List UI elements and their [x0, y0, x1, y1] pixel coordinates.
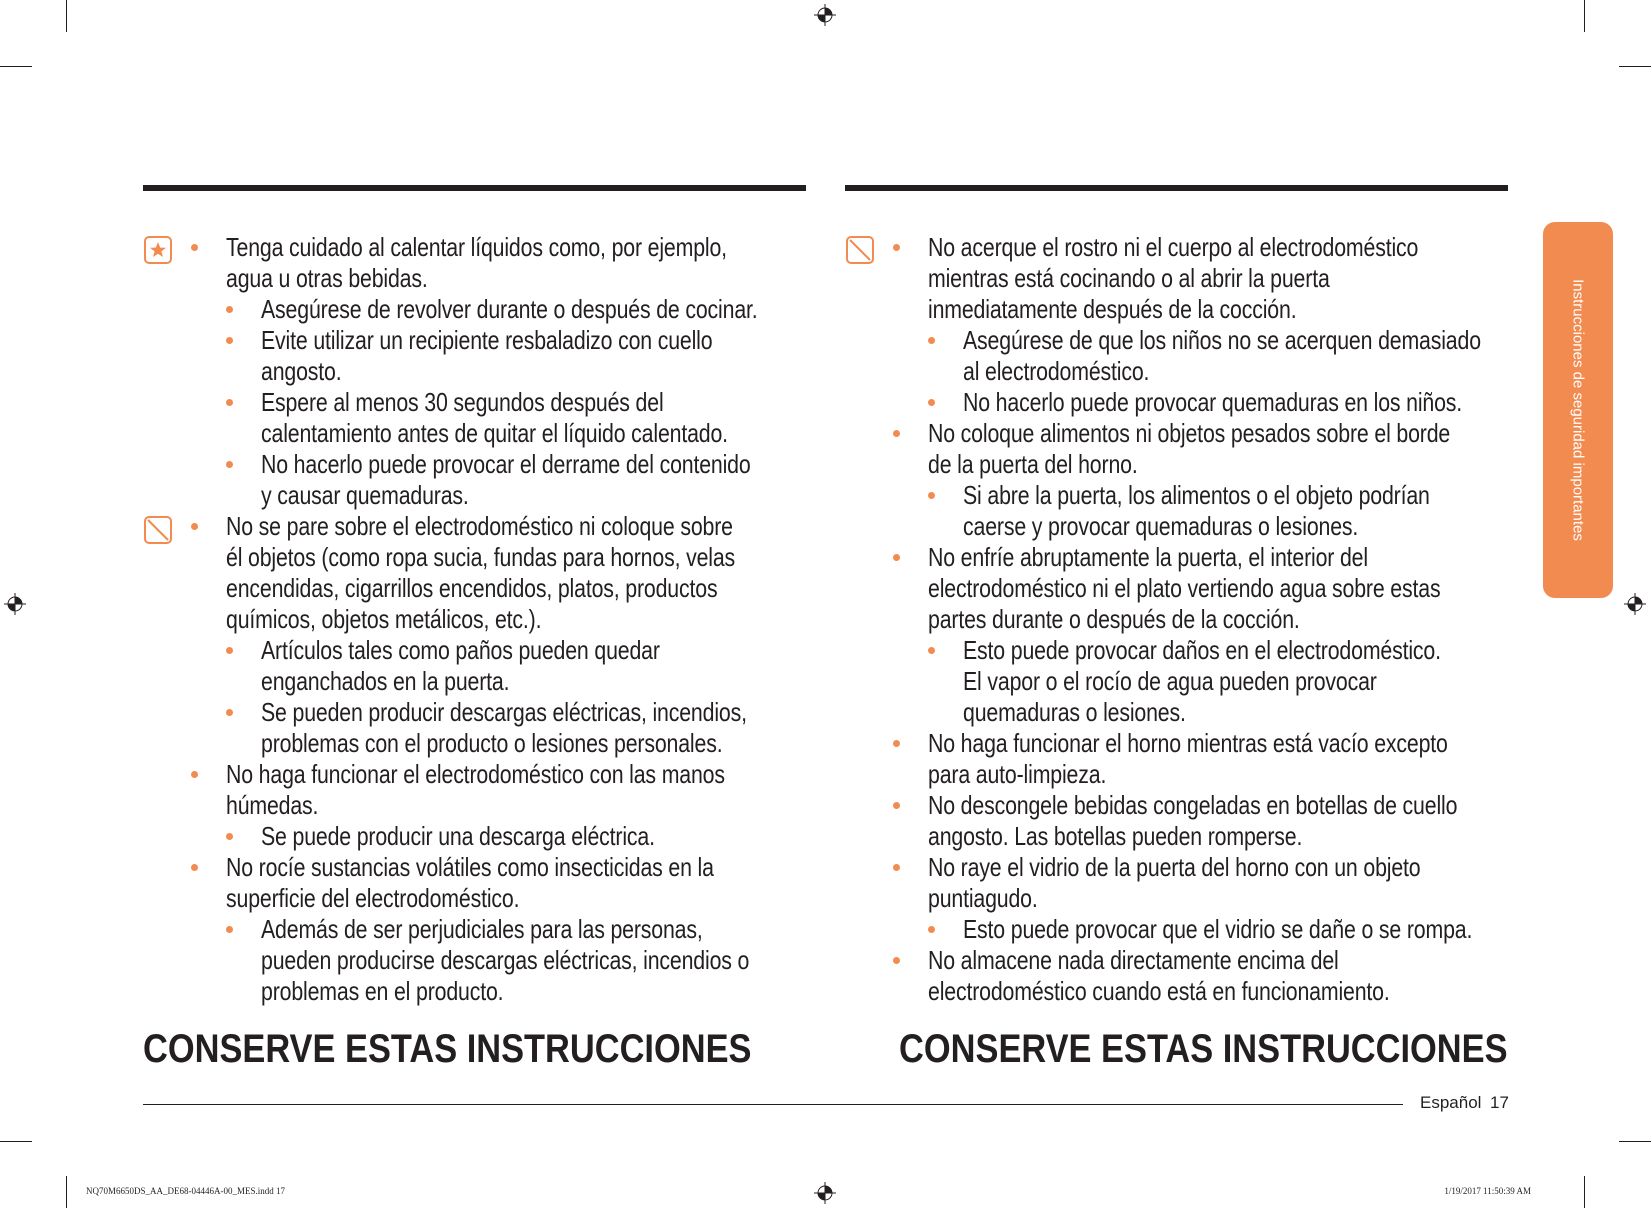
line-text: No enfríe abruptamente la puerta, el interior del	[928, 542, 1368, 572]
item-text-line	[928, 542, 1465, 573]
crop-mark	[1619, 66, 1651, 67]
item-text-line	[226, 604, 611, 635]
sub-item-text-line	[261, 697, 854, 728]
crop-mark	[1584, 0, 1585, 32]
left-column	[143, 232, 806, 1012]
item-text-line	[928, 945, 1429, 976]
line-text: Esto puede provocar daños en el electrodoméstico.	[963, 635, 1441, 665]
line-text: Se puede producir una descarga eléctrica.	[261, 821, 655, 851]
line-text: puntiagudo.	[928, 883, 1038, 913]
item-text-line	[928, 294, 1377, 325]
line-text: inmediatamente después de la cocción.	[928, 294, 1297, 324]
registration-mark-icon	[4, 593, 26, 615]
sub-item-text-line	[963, 480, 1532, 511]
sub-bullet-icon	[928, 926, 935, 933]
line-text: partes durante o después de la cocción.	[928, 604, 1300, 634]
line-text: Evite utilizar un recipiente resbaladizo con cuello	[261, 325, 713, 355]
save-instructions-heading: CONSERVE ESTAS INSTRUCCIONES	[899, 1027, 1508, 1071]
item-text-line	[226, 883, 584, 914]
bullet-icon	[191, 523, 198, 530]
line-text: electrodoméstico ni el plato vertiendo agua sobre estas	[928, 573, 1441, 603]
line-text: Además de ser perjudiciales para las personas,	[261, 914, 703, 944]
item-text-line	[928, 449, 1184, 480]
line-text: No hacerlo puede provocar quemaduras en los niños.	[963, 387, 1463, 417]
bullet-icon	[893, 802, 900, 809]
save-instructions-heading: CONSERVE ESTAS INSTRUCCIONES	[143, 1027, 752, 1071]
sub-bullet-icon	[226, 647, 233, 654]
section-side-tab-label: Instrucciones de seguridad importantes	[1569, 279, 1587, 541]
crop-mark	[66, 1176, 67, 1208]
line-text: Esto puede provocar que el vidrio se dañe o se rompa.	[963, 914, 1473, 944]
bullet-icon	[893, 864, 900, 871]
registration-mark-icon	[814, 1182, 836, 1204]
bullet-icon	[191, 864, 198, 871]
item-text-line	[226, 573, 825, 604]
sub-item-text-line	[261, 635, 747, 666]
item-text-line	[226, 759, 834, 790]
line-text: No raye el vidrio de la puerta del horno con un objeto	[928, 852, 1421, 882]
registration-mark-icon	[1624, 593, 1646, 615]
footer-rule	[143, 1104, 1403, 1105]
line-text: para auto-limpieza.	[928, 759, 1107, 789]
line-text: y causar quemaduras.	[261, 480, 469, 510]
sub-item-text-line	[261, 821, 741, 852]
line-text: No descongele bebidas congeladas en botellas de cuello	[928, 790, 1458, 820]
sub-bullet-icon	[928, 399, 935, 406]
right-column	[845, 232, 1508, 1012]
footer-language: Español	[1420, 1093, 1482, 1112]
item-text-line	[226, 852, 821, 883]
line-text: Se pueden producir descargas eléctricas, incendios,	[261, 697, 747, 727]
sub-item-text-line	[963, 666, 1468, 697]
sub-item-text-line	[963, 325, 1595, 356]
item-text-line	[928, 232, 1526, 263]
item-text-line	[226, 263, 472, 294]
item-text-line	[928, 573, 1553, 604]
sub-item-text-line	[963, 697, 1235, 728]
sub-item-text-line	[261, 294, 867, 325]
line-text: Si abre la puerta, los alimentos o el objeto podrían	[963, 480, 1430, 510]
line-text: Asegúrese de que los niños no se acerquen demasiado	[963, 325, 1481, 355]
item-text-line	[226, 542, 847, 573]
crop-mark	[0, 1141, 32, 1142]
sub-bullet-icon	[928, 492, 935, 499]
bullet-icon	[893, 740, 900, 747]
sub-item-text-line	[261, 449, 858, 480]
item-text-line	[928, 418, 1565, 449]
item-text-line	[928, 263, 1418, 294]
item-text-line	[928, 728, 1562, 759]
line-text: él objetos (como ropa sucia, fundas para hornos, velas	[226, 542, 736, 572]
line-text: quemaduras o lesiones.	[963, 697, 1186, 727]
sub-item-text-line	[261, 480, 514, 511]
line-text: químicos, objetos metálicos, etc.).	[226, 604, 542, 634]
line-text: angosto.	[261, 356, 342, 386]
bullet-icon	[893, 430, 900, 437]
print-slug-timestamp: 1/19/2017 11:50:39 AM	[1444, 1186, 1531, 1196]
line-text: calentamiento antes de quitar el líquido calentado.	[261, 418, 728, 448]
line-text: angosto. Las botellas pueden romperse.	[928, 821, 1303, 851]
sub-bullet-icon	[226, 461, 233, 468]
crop-mark	[66, 0, 67, 32]
item-text-line	[928, 883, 1062, 914]
line-text: pueden producirse descargas eléctricas, incendios o	[261, 945, 750, 975]
sub-item-text-line	[261, 356, 359, 387]
item-text-line	[226, 232, 837, 263]
item-text-line	[226, 511, 844, 542]
sub-item-text-line	[963, 914, 1584, 945]
sub-item-text-line	[963, 387, 1572, 418]
item-text-line	[928, 821, 1384, 852]
line-text: No haga funcionar el horno mientras está vacío excepto	[928, 728, 1448, 758]
item-text-line	[928, 976, 1491, 1007]
line-text: electrodoméstico cuando está en funcionamiento.	[928, 976, 1390, 1006]
sub-bullet-icon	[226, 399, 233, 406]
sub-bullet-icon	[928, 337, 935, 344]
crop-mark	[1619, 1141, 1651, 1142]
page-number: 17	[1490, 1093, 1509, 1112]
sub-item-text-line	[963, 635, 1546, 666]
sub-item-text-line	[261, 728, 824, 759]
line-text: enganchados en la puerta.	[261, 666, 510, 696]
top-rule-right	[845, 185, 1508, 191]
print-slug-file: NQ70M6650DS_AA_DE68-04446A-00_MES.indd 17	[86, 1186, 286, 1196]
bullet-icon	[191, 771, 198, 778]
registration-mark-icon	[814, 4, 836, 26]
line-text: No acerque el rostro ni el cuerpo al electrodoméstico	[928, 232, 1419, 262]
sub-item-text-line	[261, 945, 856, 976]
item-text-line	[226, 790, 339, 821]
line-text: Asegúrese de revolver durante o después de cocinar.	[261, 294, 758, 324]
item-text-line	[928, 790, 1573, 821]
line-text: No almacene nada directamente encima del	[928, 945, 1339, 975]
sub-item-text-line	[261, 976, 557, 1007]
line-text: mientras está cocinando o al abrir la puerta	[928, 263, 1330, 293]
sub-item-text-line	[261, 387, 752, 418]
line-text: Artículos tales como paños pueden quedar	[261, 635, 660, 665]
item-text-line	[928, 604, 1381, 635]
line-text: Tenga cuidado al calentar líquidos como, por ejemplo,	[226, 232, 727, 262]
line-text: Espere al menos 30 segundos después del	[261, 387, 664, 417]
line-text: agua u otras bebidas.	[226, 263, 428, 293]
sub-item-text-line	[963, 356, 1190, 387]
sub-bullet-icon	[226, 926, 233, 933]
line-text: problemas en el producto.	[261, 976, 504, 1006]
top-rule-left	[143, 185, 806, 191]
line-text: problemas con el producto o lesiones personales.	[261, 728, 723, 758]
line-text: caerse y provocar quemaduras o lesiones.	[963, 511, 1359, 541]
sub-item-text-line	[261, 418, 830, 449]
line-text: No rocíe sustancias volátiles como insecticidas en la	[226, 852, 714, 882]
sub-item-text-line	[261, 325, 812, 356]
bullet-icon	[893, 554, 900, 561]
bullet-icon	[893, 244, 900, 251]
line-text: No coloque alimentos ni objetos pesados sobre el borde	[928, 418, 1451, 448]
line-text: No hacerlo puede provocar el derrame del contenido	[261, 449, 751, 479]
item-text-line	[928, 852, 1529, 883]
line-text: de la puerta del horno.	[928, 449, 1138, 479]
sub-bullet-icon	[226, 306, 233, 313]
sub-bullet-icon	[226, 833, 233, 840]
line-text: superficie del electrodoméstico.	[226, 883, 520, 913]
item-text-line	[928, 759, 1145, 790]
line-text: húmedas.	[226, 790, 319, 820]
bullet-icon	[893, 957, 900, 964]
line-text: al electrodoméstico.	[963, 356, 1150, 386]
sub-item-text-line	[963, 511, 1445, 542]
sub-bullet-icon	[928, 647, 935, 654]
sub-bullet-icon	[226, 709, 233, 716]
crop-mark	[0, 66, 32, 67]
sub-item-text-line	[261, 914, 800, 945]
line-text: El vapor o el rocío de agua pueden provocar	[963, 666, 1377, 696]
line-text: encendidas, cigarrillos encendidos, platos, productos	[226, 573, 718, 603]
line-text: No haga funcionar el electrodoméstico con las manos	[226, 759, 725, 789]
bullet-icon	[191, 244, 198, 251]
sub-item-text-line	[261, 666, 564, 697]
sub-bullet-icon	[226, 337, 233, 344]
crop-mark	[1584, 1176, 1585, 1208]
line-text: No se pare sobre el electrodoméstico ni coloque sobre	[226, 511, 733, 541]
